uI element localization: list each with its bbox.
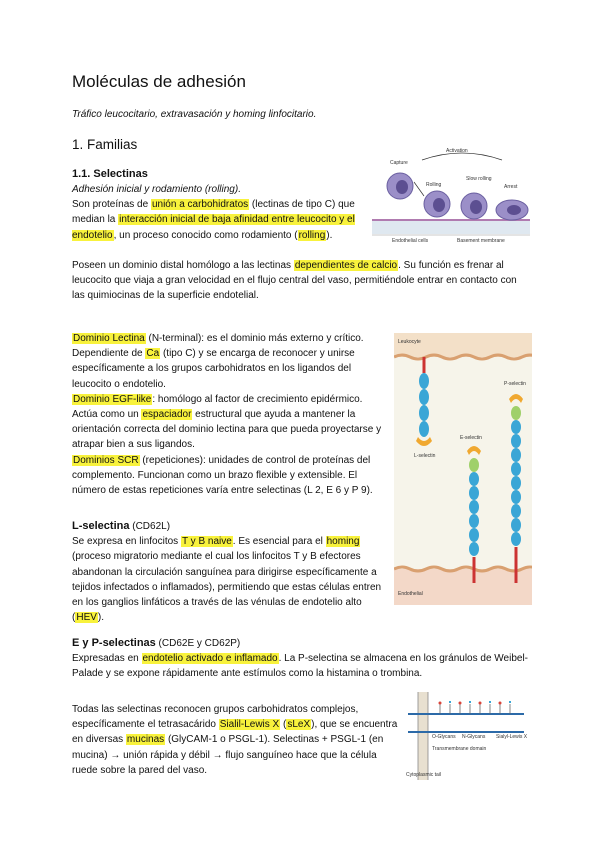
fig2-label: Endothelial: [398, 591, 423, 597]
psgl1-mucin-figure: [404, 692, 534, 780]
fig1-label: Rolling: [426, 182, 442, 188]
text-run: ).: [97, 612, 105, 624]
highlight: Dominio Lectina: [73, 333, 145, 344]
text-run: . Es esencial para el: [232, 536, 326, 548]
highlight: T y B naive: [181, 536, 232, 548]
text-run: (CD62L): [129, 521, 171, 532]
highlight: espaciador: [142, 409, 192, 421]
selectinas-intro-paragraph: [72, 182, 372, 243]
fig3-label: Cytoplasmic tail: [406, 772, 442, 778]
highlight: endotelio activado e inflamado: [142, 653, 278, 665]
page-title: Moléculas de adhesión: [72, 72, 246, 91]
subsection-heading-selectinas: 1.1. Selectinas: [72, 168, 148, 180]
highlight: rolling: [298, 229, 326, 241]
highlight: mucinas: [126, 734, 165, 746]
fig1-label: Slow rolling: [466, 176, 492, 182]
text-run: (: [280, 719, 287, 731]
intro-italic: Adhesión inicial y rodamiento (rolling).: [72, 184, 241, 195]
fig2-label: P-selectin: [504, 381, 526, 387]
highlight: sLeX: [287, 719, 311, 731]
fig2-label: Leukocyte: [398, 339, 421, 345]
highlight: dependientes de calcio: [294, 260, 398, 271]
ep-selectinas-title: E y P-selectinas: [72, 637, 156, 649]
slex-paragraph: [72, 702, 400, 778]
highlight: unión a carbohidratos: [151, 199, 249, 211]
highlight: homing: [326, 536, 360, 548]
text-run: (N-terminal): es el dominio más externo y crítico. Dependiente de: [72, 333, 364, 360]
fig1-label: Activation: [446, 148, 468, 154]
text-run: Poseen un dominio distal homólogo a las lectinas: [72, 260, 294, 271]
highlight: Dominio EGF-like: [73, 393, 152, 405]
text-run: Son proteínas de: [72, 199, 151, 211]
ep-selectinas-paragraph: [72, 636, 532, 682]
section-heading-familias: 1. Familias: [72, 137, 138, 152]
text-run: : homólogo al factor de crecimiento epidérmico. Actúa como un: [72, 393, 363, 421]
leukocyte-cell-icon: [496, 200, 528, 220]
fig3-label: O-Glycans: [432, 734, 456, 740]
leukocyte-cell-icon: [387, 173, 413, 199]
fig1-label: Basement membrane: [457, 238, 505, 244]
fig3-label: Transmembrane domain: [432, 746, 487, 752]
fig1-label: Capture: [390, 160, 408, 166]
highlight: Ca: [146, 348, 160, 360]
fig3-label: N-Glycans: [462, 734, 486, 740]
selectin-structure-figure: [394, 333, 532, 605]
page-subtitle: Tráfico leucocitario, extravasación y homing linfocitario.: [72, 109, 317, 120]
text-run: (GlyCAM-1 o PSGL-1). Selectinas + PSGL-1 (en mucina) → unión rápida y débil → flujo sanguíneo hace que la célula ruede sobre la pared del vaso.: [72, 734, 384, 776]
fig2-label: E-selectin: [460, 435, 482, 441]
text-run: estructural que ayuda a mantener la orientación correcta del dominio lectina para que pueda proyectarse y atrapar bien a sus ligandos.: [72, 409, 382, 451]
text-run: Expresadas en: [72, 653, 142, 665]
highlight: interacción inicial de baja afinidad entre leucocito y el endotelio: [72, 214, 355, 241]
text-run: ).: [326, 229, 333, 241]
text-run: Se expresa en linfocitos: [72, 536, 181, 548]
text-run: , un proceso conocido como rodamiento (: [113, 229, 298, 241]
highlight: Dominios SCR: [73, 454, 139, 466]
text-run: (tipo C) y se encarga de reconocer y unirse específicamente a los grupos carbohidratos en los ligandos del leucocito o endotelio.: [72, 348, 355, 390]
text-run: . Su función es frenar al leucocito que viaja a gran velocidad en el flujo central del vaso, permitiéndole entrar en contacto con las quimiocinas de la superficie endotelial.: [72, 260, 517, 302]
leukocyte-cell-icon: [424, 191, 450, 217]
text-run: . La P-selectina se almacena en los gránulos de Weibel-Palade y se expone rápidamente ante estímulos como la histamina o trombina.: [72, 653, 528, 680]
text-run: (lectinas de tipo C) que median la: [72, 199, 355, 226]
text-run: ), que se encuentra en diversas: [72, 719, 398, 746]
highlight: Sialil-Lewis X: [219, 719, 280, 731]
leukocyte-cell-icon: [461, 193, 487, 219]
rolling-cascade-figure: [362, 142, 532, 254]
text-run: (repeticiones): unidades de control de proteínas del complemento. Funcionan como un brazo flexible y extensible. El número de estas repeticiones varía entre selectinas (L 2, E 6 y P 9).: [72, 454, 373, 497]
fig2-label: L-selectin: [414, 453, 436, 459]
highlight: HEV: [76, 612, 97, 624]
selectinas-calcium-paragraph: [72, 258, 522, 304]
l-selectina-paragraph: [72, 519, 385, 625]
fig1-label: Endothelial cells: [392, 238, 429, 244]
domains-paragraph: [72, 331, 385, 498]
text-run: (CD62E y CD62P): [155, 638, 241, 649]
text-run: Todas las selectinas reconocen grupos carbohidratos complejos, específicamente el tetrasacárido: [72, 704, 359, 731]
fig3-label: Sialyl-Lewis X: [496, 734, 528, 740]
text-run: (proceso migratorio mediante el cual los linfocitos T y B efectores abandonan la circulación sanguínea para dirigirse específicamente a tejidos infectados o inflamados), permitiendo que estas células entren en los ganglios linfáticos a través de las vénulas de endotelio alto (: [72, 551, 382, 624]
fig1-label: Arrest: [504, 184, 518, 190]
l-selectina-title: L-selectina: [72, 520, 130, 532]
